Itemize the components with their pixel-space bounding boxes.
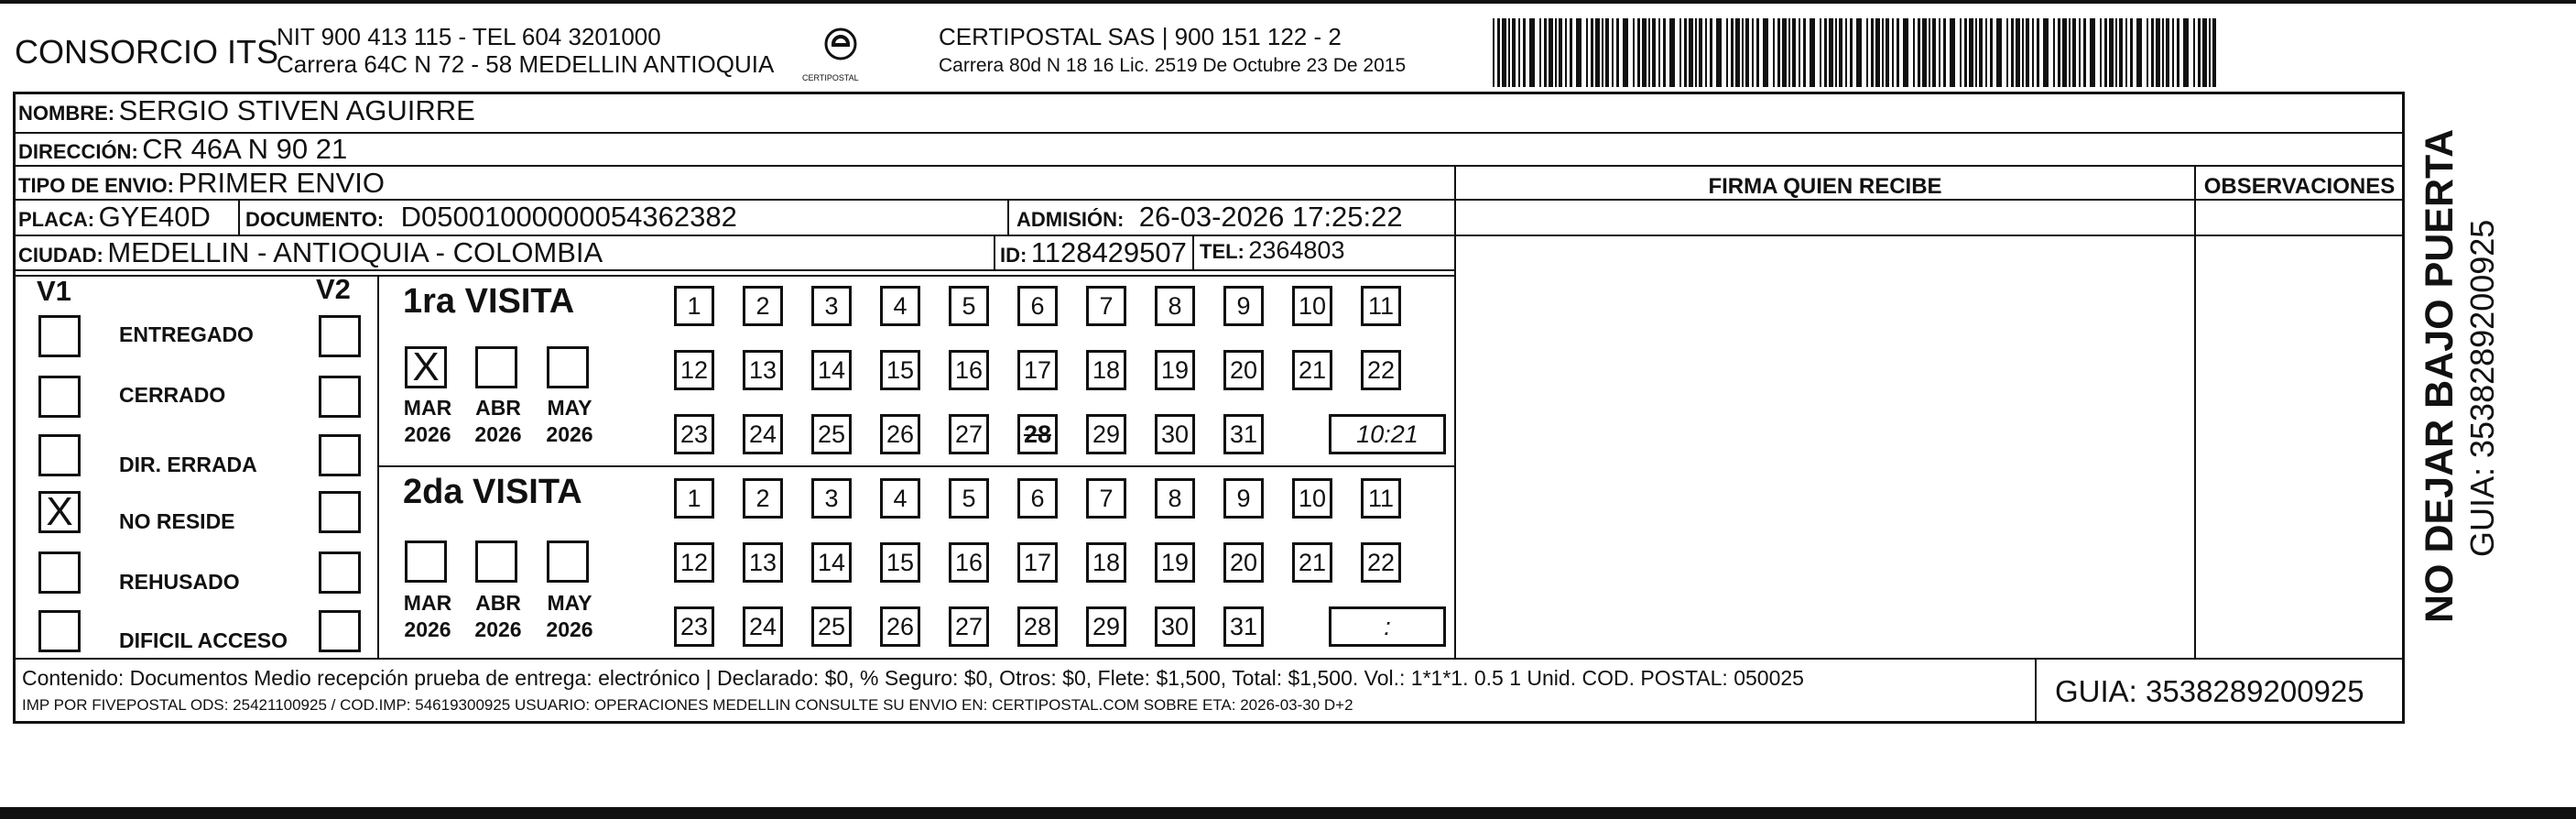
side-warning: NO DEJAR BAJO PUERTA	[2418, 128, 2462, 623]
month-year: 2026	[546, 422, 593, 446]
col-rule	[238, 199, 240, 235]
day-box: 18	[1086, 350, 1126, 390]
placa-cell	[18, 201, 211, 234]
month-checkbox	[405, 541, 447, 583]
day-box: 30	[1155, 414, 1195, 454]
admision-value: 26-03-2026 17:25:22	[1138, 201, 1403, 233]
day-box: 22	[1361, 350, 1401, 390]
v2-label: V2	[316, 273, 351, 305]
v1-checkbox	[38, 610, 81, 652]
day-box: 15	[880, 350, 920, 390]
day-box: 26	[880, 414, 920, 454]
day-box: 27	[949, 606, 989, 647]
tel-value: 2364803	[1248, 236, 1345, 264]
visit2-title: 2da VISITA	[403, 473, 582, 511]
day-box: 29	[1086, 414, 1126, 454]
visit1-title: 1ra VISITA	[403, 282, 575, 321]
day-box: 11	[1361, 286, 1401, 326]
ciudad-value: MEDELLIN - ANTIOQUIA - COLOMBIA	[107, 236, 603, 268]
month-checkbox	[547, 541, 589, 583]
col-rule	[994, 235, 995, 269]
bottom-rule	[0, 807, 2576, 819]
day-box: 14	[811, 542, 852, 583]
row-rule	[13, 132, 2405, 134]
sender-nit: NIT 900 413 115 - TEL 604 3201000	[277, 23, 661, 50]
placa-label: PLACA:	[18, 208, 95, 231]
month-year: 2026	[404, 617, 451, 641]
tipo-envio-row	[18, 167, 385, 200]
day-box: 30	[1155, 606, 1195, 647]
ciudad-label: CIUDAD:	[18, 244, 103, 267]
month-label: MAR	[403, 396, 452, 420]
day-box-marked: 28	[1017, 414, 1058, 454]
month-label: ABR	[475, 591, 521, 615]
id-value: 1128429507	[1030, 236, 1187, 268]
day-box: 20	[1223, 542, 1264, 583]
documento-cell	[245, 201, 737, 234]
day-box: 11	[1361, 478, 1401, 519]
v2-checkbox	[319, 491, 361, 533]
day-box: 10	[1292, 478, 1332, 519]
day-box: 21	[1292, 350, 1332, 390]
day-box: 23	[674, 414, 714, 454]
ciudad-cell	[18, 236, 603, 269]
day-box: 13	[743, 350, 783, 390]
day-box: 7	[1086, 478, 1126, 519]
v2-checkbox	[319, 315, 361, 357]
month-year: 2026	[474, 617, 522, 641]
month-year: 2026	[404, 422, 451, 446]
col-rule	[1454, 165, 1456, 658]
day-box: 17	[1017, 542, 1058, 583]
side-guia: GUIA: 3538289200925	[2463, 219, 2501, 557]
col-rule	[377, 275, 379, 658]
day-box: 5	[949, 286, 989, 326]
day-box: 5	[949, 478, 989, 519]
col-rule	[1192, 235, 1194, 269]
observaciones-header: OBSERVACIONES	[2203, 174, 2396, 199]
row-rule	[13, 275, 1454, 277]
day-box: 6	[1017, 478, 1058, 519]
v1-checkbox	[38, 315, 81, 357]
day-box: 3	[811, 286, 852, 326]
day-box: 16	[949, 542, 989, 583]
status-label: ENTREGADO	[119, 322, 254, 346]
day-box: 31	[1223, 606, 1264, 647]
status-label: NO RESIDE	[119, 509, 235, 533]
visit-time-box: :	[1329, 606, 1446, 647]
admision-cell	[1016, 201, 1403, 234]
status-label: CERRADO	[119, 383, 226, 407]
day-box: 12	[674, 542, 714, 583]
v1-checkbox: X	[38, 491, 81, 533]
status-label: DIR. ERRADA	[119, 453, 257, 476]
day-box: 9	[1223, 478, 1264, 519]
v1-checkbox	[38, 434, 81, 476]
v2-checkbox	[319, 551, 361, 594]
day-box: 25	[811, 414, 852, 454]
placa-value: GYE40D	[98, 201, 211, 233]
day-box: 18	[1086, 542, 1126, 583]
month-checkbox	[475, 541, 517, 583]
footer-content: Contenido: Documentos Medio recepción prueba de entrega: electrónico | Declarado: $0, % Seguro: $0, Otros: $0, Flete: $1,500, Total: $1,500. Vol.: 1*1*1. 0.5 1 Unid. COD. POSTAL: 050025	[22, 666, 1804, 690]
day-box: 1	[674, 478, 714, 519]
tel-label: TEL:	[1200, 240, 1245, 263]
month-year: 2026	[474, 422, 522, 446]
footer-rule	[13, 658, 2405, 660]
tel-cell	[1200, 236, 1344, 265]
day-box: 6	[1017, 286, 1058, 326]
day-box: 25	[811, 606, 852, 647]
col-rule	[2194, 165, 2196, 658]
day-box: 12	[674, 350, 714, 390]
footer-print-info: IMP POR FIVEPOSTAL ODS: 25421100925 / COD.IMP: 54619300925 USUARIO: OPERACIONES MEDELLIN CONSULTE SU ENVIO EN: CERTIPOSTAL.COM SOBRE ETA: 2026-03-30 D+2	[22, 696, 1353, 714]
v2-checkbox	[319, 434, 361, 476]
tipo-envio-label: TIPO DE ENVIO:	[18, 174, 174, 197]
day-box: 23	[674, 606, 714, 647]
month-label: MAY	[547, 396, 592, 420]
day-box: 7	[1086, 286, 1126, 326]
v2-checkbox	[319, 610, 361, 652]
col-rule	[2035, 658, 2037, 724]
month-year: 2026	[546, 617, 593, 641]
visit-divider	[377, 465, 1454, 467]
top-rule	[0, 0, 2576, 4]
direccion-row	[18, 133, 347, 166]
day-box: 22	[1361, 542, 1401, 583]
visit-time-box: 10:21	[1329, 414, 1446, 454]
day-box: 8	[1155, 478, 1195, 519]
direccion-value: CR 46A N 90 21	[142, 133, 348, 165]
day-box: 4	[880, 478, 920, 519]
status-label: REHUSADO	[119, 570, 240, 594]
day-box: 20	[1223, 350, 1264, 390]
documento-value: D05001000000054362382	[400, 201, 737, 233]
day-box: 24	[743, 414, 783, 454]
day-box: 31	[1223, 414, 1264, 454]
day-box: 27	[949, 414, 989, 454]
day-box: 13	[743, 542, 783, 583]
nombre-value: SERGIO STIVEN AGUIRRE	[118, 94, 475, 126]
day-box: 19	[1155, 542, 1195, 583]
month-checkbox: X	[405, 346, 447, 388]
day-box: 28	[1017, 606, 1058, 647]
v1-checkbox	[38, 376, 81, 418]
courier-logo-text: CERTIPOSTAL	[802, 73, 859, 82]
month-checkbox	[547, 346, 589, 388]
admision-label: ADMISIÓN:	[1016, 208, 1125, 231]
v1-label: V1	[37, 275, 71, 307]
sender-address: Carrera 64C N 72 - 58 MEDELLIN ANTIOQUIA	[277, 50, 775, 78]
firma-header: FIRMA QUIEN RECIBE	[1708, 174, 1942, 199]
day-box: 24	[743, 606, 783, 647]
tipo-envio-value: PRIMER ENVIO	[178, 167, 386, 199]
day-box: 10	[1292, 286, 1332, 326]
v2-checkbox	[319, 376, 361, 418]
courier-logo-icon	[813, 22, 868, 77]
day-box: 14	[811, 350, 852, 390]
id-label: ID:	[1000, 244, 1027, 267]
direccion-label: DIRECCIÓN:	[18, 140, 138, 163]
footer-guia: GUIA: 3538289200925	[2055, 674, 2364, 708]
row-rule	[13, 269, 1454, 271]
id-cell	[1000, 236, 1187, 269]
sender-name: CONSORCIO ITS	[15, 33, 279, 71]
day-box: 16	[949, 350, 989, 390]
day-box: 2	[743, 478, 783, 519]
barcode	[1493, 18, 2216, 87]
month-label: ABR	[475, 396, 521, 420]
day-box: 29	[1086, 606, 1126, 647]
status-label: DIFICIL ACCESO	[119, 628, 288, 652]
day-box: 4	[880, 286, 920, 326]
v1-checkbox	[38, 551, 81, 594]
day-box: 19	[1155, 350, 1195, 390]
courier-name: CERTIPOSTAL SAS | 900 151 122 - 2	[939, 23, 1342, 50]
day-box: 21	[1292, 542, 1332, 583]
day-box: 2	[743, 286, 783, 326]
documento-label: DOCUMENTO:	[245, 208, 385, 231]
month-label: MAY	[547, 591, 592, 615]
day-box: 3	[811, 478, 852, 519]
nombre-row	[18, 94, 475, 127]
courier-license: Carrera 80d N 18 16 Lic. 2519 De Octubre 23 De 2015	[939, 55, 1407, 76]
day-box: 1	[674, 286, 714, 326]
day-box: 15	[880, 542, 920, 583]
nombre-label: NOMBRE:	[18, 102, 115, 125]
day-box: 8	[1155, 286, 1195, 326]
col-rule	[1007, 199, 1009, 235]
day-box: 17	[1017, 350, 1058, 390]
month-label: MAR	[403, 591, 452, 615]
day-box: 26	[880, 606, 920, 647]
day-box: 9	[1223, 286, 1264, 326]
month-checkbox	[475, 346, 517, 388]
